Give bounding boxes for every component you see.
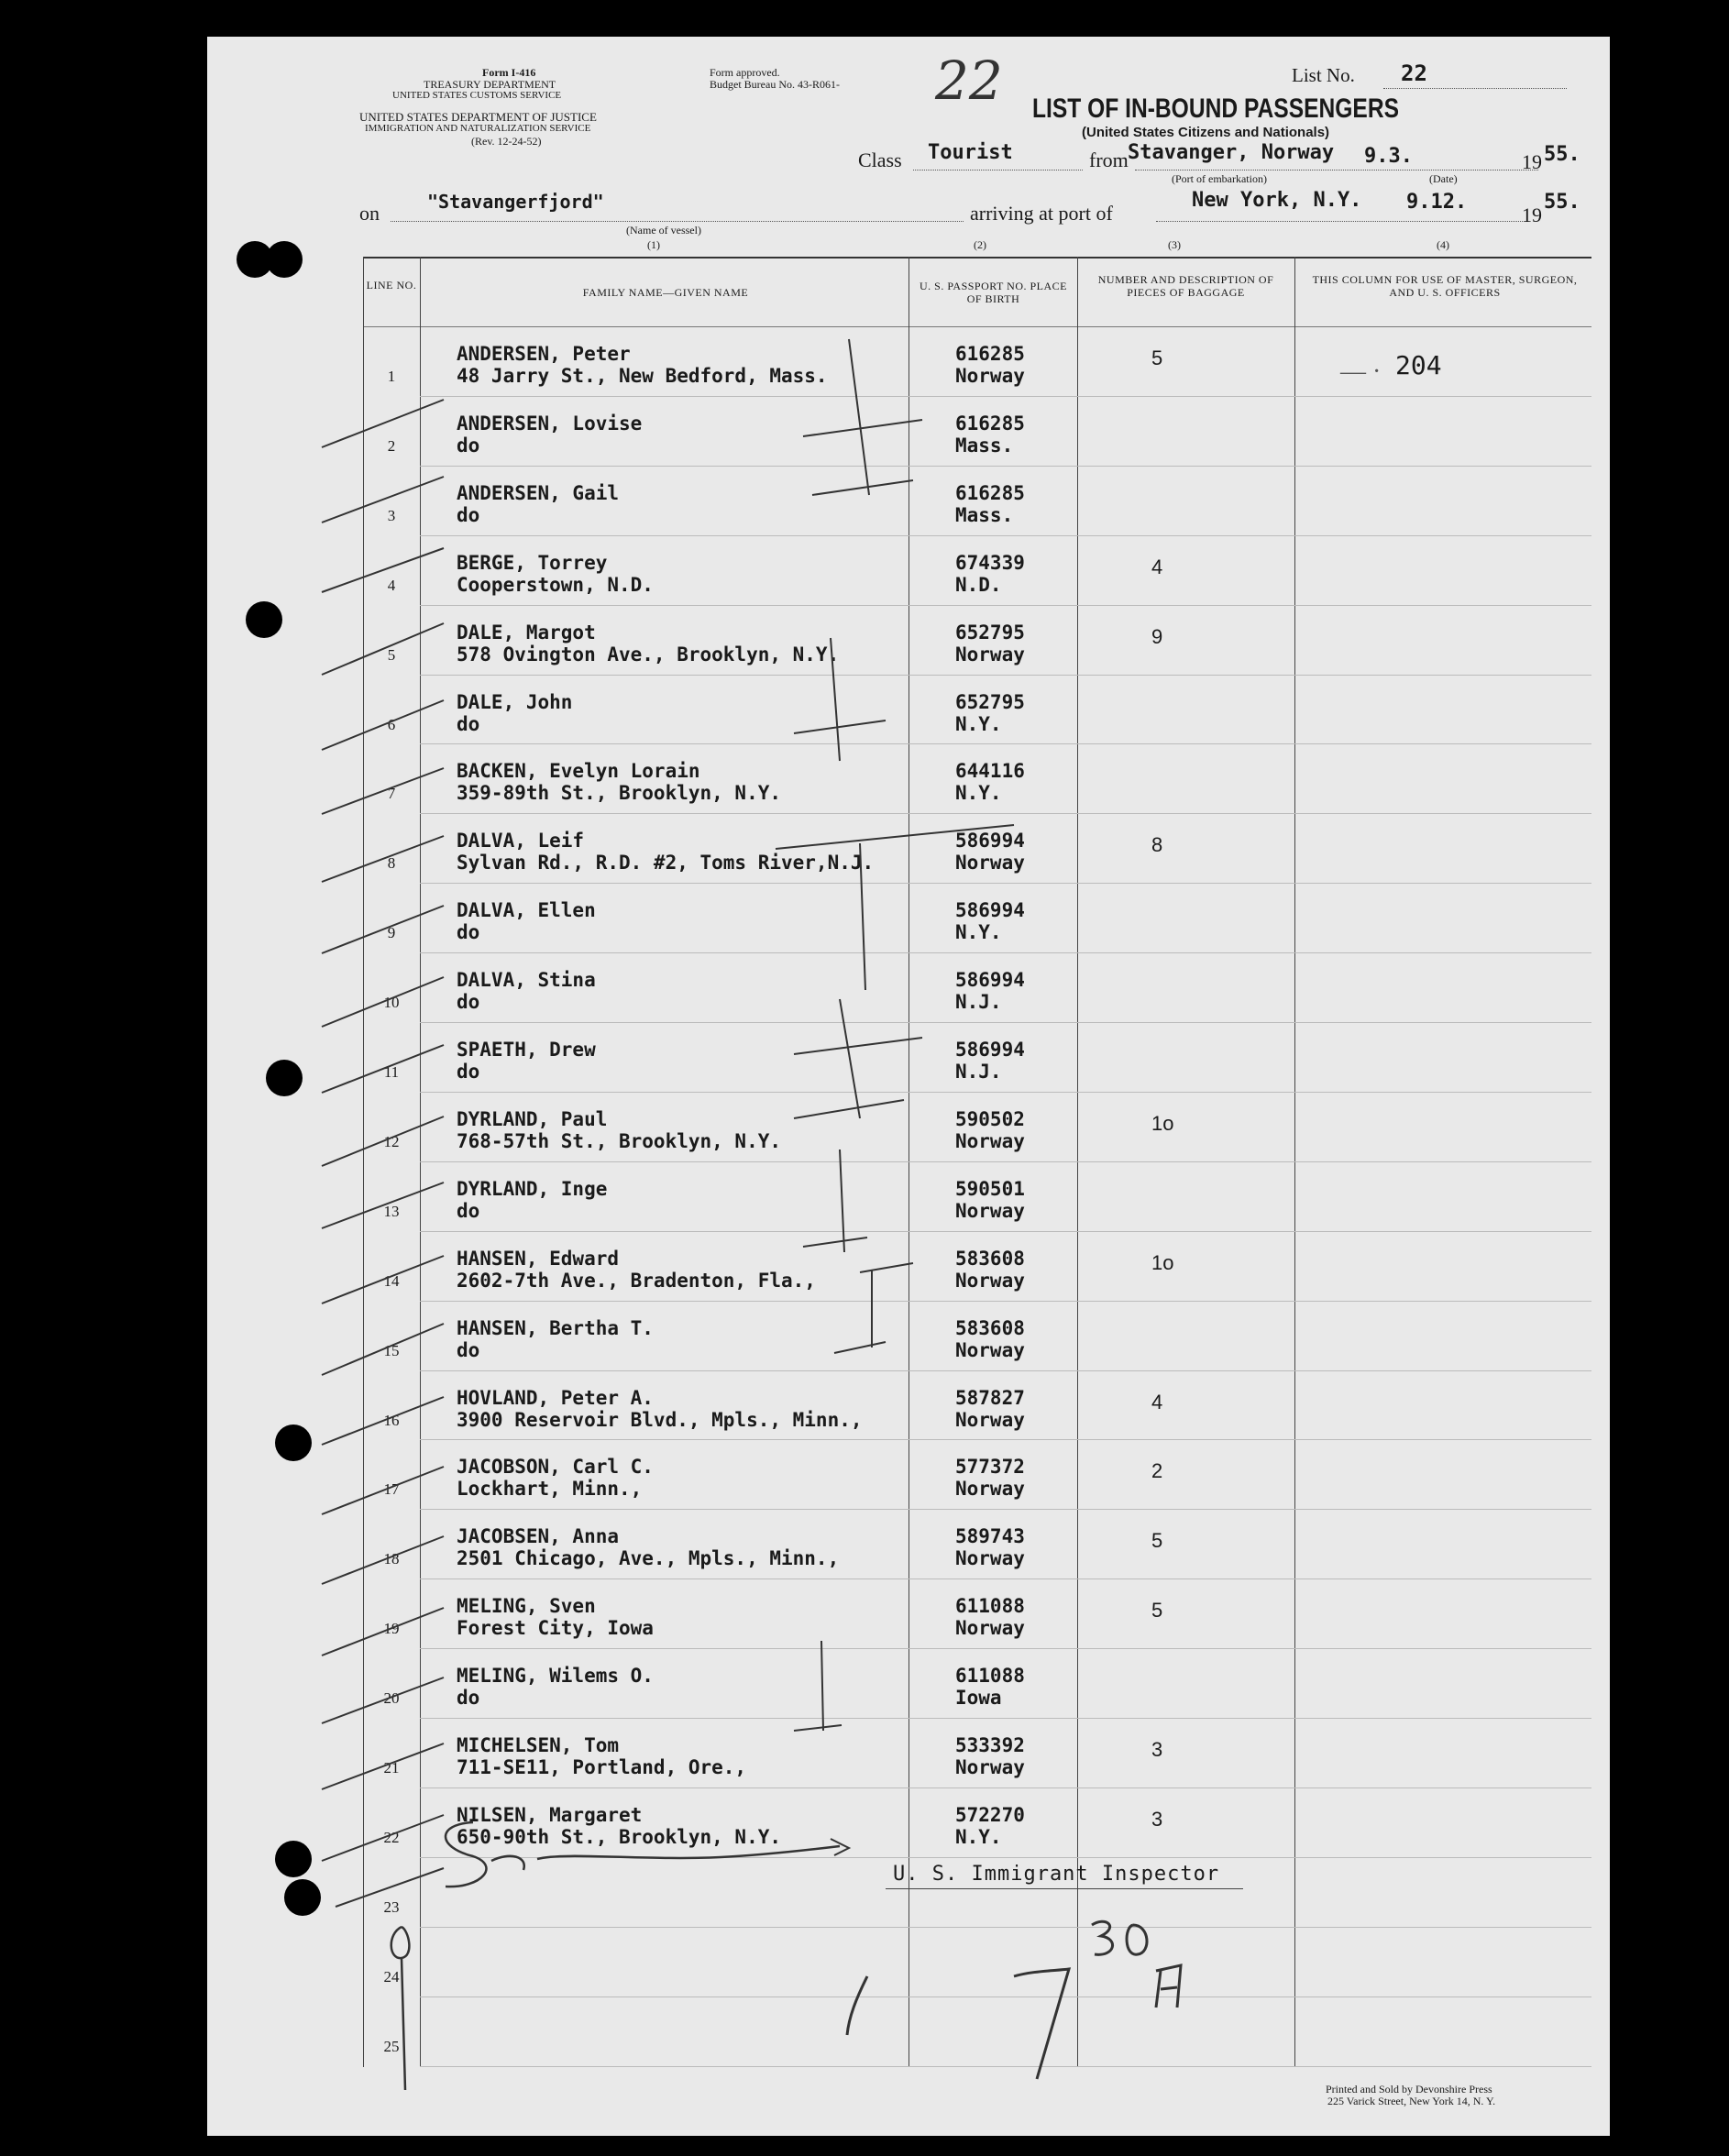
passenger-name: DALE, John	[457, 690, 573, 713]
passport-number: 583608	[955, 1247, 1025, 1270]
place-of-birth: Mass.	[955, 503, 1014, 526]
passenger-address: Sylvan Rd., R.D. #2, Toms River,N.J.	[457, 852, 875, 874]
passenger-address: Forest City, Iowa	[457, 1617, 654, 1640]
line-number: 21	[383, 1759, 400, 1776]
place-of-birth: N.J.	[955, 1061, 1002, 1083]
line-number: 23	[383, 1898, 400, 1916]
inspector-title: U. S. Immigrant Inspector	[893, 1863, 1220, 1886]
place-of-birth: Norway	[955, 1617, 1025, 1640]
passport-number: 586994	[955, 899, 1025, 922]
passport-number: 644116	[955, 760, 1025, 783]
arrival-date: 9.12.	[1406, 191, 1468, 214]
passport-number: 590501	[955, 1177, 1025, 1200]
place-of-birth: Norway	[955, 1199, 1025, 1222]
form-approved: Form approved.	[710, 66, 780, 79]
check-mark-20	[322, 1744, 444, 1789]
baggage-count: 4	[1151, 1390, 1163, 1414]
line-number: 15	[383, 1341, 400, 1359]
baggage-count: 1o	[1151, 1111, 1174, 1135]
header-name: FAMILY NAME—GIVEN NAME	[582, 286, 749, 299]
passport-number: 616285	[955, 412, 1025, 434]
place-of-birth: N.Y.	[955, 1825, 1002, 1848]
passport-number: 586994	[955, 969, 1025, 992]
form-number: Form I-416	[482, 66, 536, 79]
dept-customs: UNITED STATES CUSTOMS SERVICE	[392, 90, 562, 101]
passenger-address: do	[457, 503, 480, 526]
line-number: 12	[383, 1132, 400, 1150]
document-page	[207, 37, 1610, 2136]
punch-hole	[246, 601, 282, 638]
passenger-address: Lockhart, Minn.,	[457, 1478, 643, 1501]
header-baggage: NUMBER AND DESCRIPTION OF PIECES OF BAGGAGE	[1097, 273, 1274, 299]
punch-hole	[266, 241, 303, 278]
embarkation-year-prefix: 19	[1522, 150, 1542, 173]
line-number: 11	[383, 1063, 400, 1081]
embarkation-port: Stavanger, Norway	[1128, 141, 1335, 164]
dept-treasury: TREASURY DEPARTMENT	[424, 78, 556, 91]
line-number: 10	[383, 994, 400, 1012]
baggage-count: 5	[1151, 346, 1163, 369]
line-number: 17	[383, 1480, 400, 1499]
on-label: on	[359, 202, 380, 225]
passenger-name: DALVA, Stina	[457, 969, 596, 992]
printer-line-1: Printed and Sold by Devonshire Press	[1326, 2083, 1492, 2096]
col2-number: (2)	[974, 238, 986, 251]
passenger-address: do	[457, 1338, 480, 1361]
line-number: 8	[387, 854, 396, 873]
passport-number: 533392	[955, 1734, 1025, 1756]
passenger-address: do	[457, 921, 480, 944]
passenger-address: 3900 Reservoir Blvd., Mpls., Minn.,	[457, 1408, 863, 1431]
passenger-name: BERGE, Torrey	[457, 551, 608, 574]
passport-number: 611088	[955, 1595, 1025, 1618]
line-number: 13	[383, 1202, 400, 1220]
printer-line-2: 225 Varick Street, New York 14, N. Y.	[1327, 2095, 1496, 2107]
line-number: 24	[383, 1967, 400, 1986]
place-of-birth: Norway	[955, 852, 1025, 874]
handwritten-marks	[207, 37, 1610, 2136]
passport-number: 586994	[955, 830, 1025, 852]
passenger-name: HANSEN, Edward	[457, 1247, 620, 1270]
line-number: 19	[383, 1620, 400, 1638]
place-of-birth: Norway	[955, 643, 1025, 666]
list-no-label: List No.	[1292, 64, 1355, 86]
document-title: LIST OF IN-BOUND PASSENGERS	[1032, 94, 1400, 124]
port-embarkation-caption: (Port of embarkation)	[1172, 172, 1267, 185]
passport-number: 577372	[955, 1456, 1025, 1479]
arrival-year: 55.	[1544, 191, 1580, 214]
arrival-port: New York, N.Y.	[1192, 189, 1362, 212]
list-no-value: 22	[1401, 60, 1427, 86]
passenger-address: 768-57th St., Brooklyn, N.Y.	[457, 1129, 782, 1152]
passenger-name: JACOBSEN, Anna	[457, 1525, 620, 1548]
place-of-birth: Norway	[955, 1338, 1025, 1361]
header-passport: U. S. PASSPORT NO. PLACE OF BIRTH	[920, 280, 1067, 305]
check-mark-16	[322, 1467, 444, 1514]
passport-number: 583608	[955, 1316, 1025, 1339]
check-mark-22	[336, 1868, 444, 1907]
vessel-caption: (Name of vessel)	[626, 224, 701, 236]
place-of-birth: N.Y.	[955, 921, 1002, 944]
passenger-name: NILSEN, Margaret	[457, 1803, 643, 1826]
baggage-count: 3	[1151, 1738, 1163, 1761]
col1-number: (1)	[647, 238, 660, 251]
check-mark-18	[322, 1608, 444, 1656]
line-number: 3	[387, 506, 396, 524]
baggage-count: 9	[1151, 624, 1163, 648]
passenger-name: HANSEN, Bertha T.	[457, 1316, 654, 1339]
line-number: 5	[387, 645, 396, 664]
passenger-address: do	[457, 712, 480, 735]
passenger-address: 2602-7th Ave., Bradenton, Fla.,	[457, 1269, 816, 1292]
col4-number: (4)	[1437, 238, 1449, 251]
check-mark-2	[322, 477, 444, 522]
vessel-name: "Stavangerfjord"	[427, 191, 604, 213]
passenger-address: 578 Ovington Ave., Brooklyn, N.Y.	[457, 643, 840, 666]
passenger-address: do	[457, 434, 480, 456]
passenger-name: DALVA, Ellen	[457, 899, 596, 922]
check-mark-5	[322, 700, 444, 750]
passenger-name: DYRLAND, Paul	[457, 1107, 608, 1130]
budget-bureau: Budget Bureau No. 43-R061-	[710, 78, 840, 91]
baggage-count: 5	[1151, 1529, 1163, 1553]
passenger-address: Cooperstown, N.D.	[457, 573, 654, 596]
header-line-no: LINE NO.	[366, 279, 417, 292]
check-mark-10	[322, 1045, 444, 1093]
passenger-name: MELING, Wilems O.	[457, 1665, 654, 1688]
line-number: 22	[383, 1828, 400, 1846]
officer-remark-204: 204	[1395, 350, 1442, 380]
passenger-address: do	[457, 991, 480, 1014]
passport-number: 589743	[955, 1525, 1025, 1548]
handwritten-list-number: 22	[935, 50, 1003, 112]
place-of-birth: Iowa	[955, 1687, 1002, 1710]
line-number: 20	[383, 1689, 400, 1708]
baggage-count: 1o	[1151, 1250, 1174, 1274]
place-of-birth: Norway	[955, 365, 1025, 387]
check-mark-8	[322, 906, 444, 953]
punch-hole	[266, 1060, 303, 1096]
passport-number: 616285	[955, 343, 1025, 365]
passenger-address: do	[457, 1061, 480, 1083]
check-mark-9	[322, 977, 444, 1027]
place-of-birth: N.Y.	[955, 712, 1002, 735]
passenger-name: ANDERSEN, Lovise	[457, 412, 643, 434]
passenger-name: BACKEN, Evelyn Lorain	[457, 760, 700, 783]
check-mark-21	[322, 1815, 444, 1861]
date-caption: (Date)	[1429, 172, 1458, 185]
check-mark-7	[322, 836, 444, 882]
place-of-birth: Norway	[955, 1756, 1025, 1778]
dept-ins: IMMIGRATION AND NATURALIZATION SERVICE	[365, 123, 591, 134]
form-revision: (Rev. 12-24-52)	[471, 135, 542, 148]
passenger-address: do	[457, 1687, 480, 1710]
passenger-address: 650-90th St., Brooklyn, N.Y.	[457, 1825, 782, 1848]
arrival-year-prefix: 19	[1522, 204, 1542, 226]
line-number: 16	[383, 1411, 400, 1429]
line-number: 18	[383, 1550, 400, 1568]
baggage-count: 5	[1151, 1599, 1163, 1622]
from-label: from	[1089, 148, 1129, 171]
document-subtitle: (United States Citizens and Nationals)	[1082, 125, 1330, 140]
baggage-count: 8	[1151, 833, 1163, 857]
passport-number: 652795	[955, 621, 1025, 644]
place-of-birth: Norway	[955, 1478, 1025, 1501]
check-mark-3	[322, 548, 444, 592]
passenger-address: 48 Jarry St., New Bedford, Mass.	[457, 365, 828, 387]
passenger-name: MICHELSEN, Tom	[457, 1734, 620, 1756]
passenger-name: HOVLAND, Peter A.	[457, 1386, 654, 1409]
officer-remark-smudge: — ·	[1340, 358, 1382, 386]
passport-number: 616285	[955, 481, 1025, 504]
check-mark-17	[322, 1536, 444, 1584]
col3-number: (3)	[1168, 238, 1181, 251]
header-officers: THIS COLUMN FOR USE OF MASTER, SURGEON, AND U. S. OFFICERS	[1312, 273, 1578, 299]
passport-number: 587827	[955, 1386, 1025, 1409]
check-mark-12	[322, 1182, 444, 1228]
passport-number: 652795	[955, 690, 1025, 713]
line-number: 1	[387, 368, 396, 385]
place-of-birth: Norway	[955, 1269, 1025, 1292]
line-number: 2	[387, 436, 396, 455]
passport-number: 611088	[955, 1665, 1025, 1688]
place-of-birth: Norway	[955, 1408, 1025, 1431]
check-mark-4	[322, 623, 444, 675]
embarkation-year: 55.	[1544, 143, 1580, 166]
baggage-count: 2	[1151, 1459, 1163, 1483]
place-of-birth: N.D.	[955, 573, 1002, 596]
passenger-name: ANDERSEN, Peter	[457, 343, 631, 365]
punch-hole	[275, 1424, 312, 1461]
check-mark-14	[322, 1324, 444, 1375]
passport-number: 590502	[955, 1107, 1025, 1130]
passenger-address: 711-SE11, Portland, Ore.,	[457, 1756, 747, 1778]
arriving-label: arriving at port of	[970, 202, 1113, 225]
check-mark-19	[322, 1678, 444, 1723]
place-of-birth: Norway	[955, 1129, 1025, 1152]
passenger-address: 2501 Chicago, Ave., Mpls., Minn.,	[457, 1547, 840, 1570]
passenger-name: MELING, Sven	[457, 1595, 596, 1618]
check-mark-11	[322, 1116, 444, 1166]
passenger-name: JACOBSON, Carl C.	[457, 1456, 654, 1479]
check-mark-13	[322, 1256, 444, 1304]
line-number: 9	[387, 924, 396, 942]
punch-hole	[275, 1841, 312, 1877]
passenger-name: ANDERSEN, Gail	[457, 481, 620, 504]
passenger-name: DYRLAND, Inge	[457, 1177, 608, 1200]
passenger-name: SPAETH, Drew	[457, 1039, 596, 1061]
place-of-birth: N.Y.	[955, 782, 1002, 805]
class-value: Tourist	[928, 141, 1013, 164]
place-of-birth: Mass.	[955, 434, 1014, 456]
baggage-count: 4	[1151, 555, 1163, 578]
place-of-birth: N.J.	[955, 991, 1002, 1014]
line-number: 6	[387, 715, 396, 733]
passport-number: 572270	[955, 1803, 1025, 1826]
check-mark-1	[322, 400, 444, 447]
passenger-name: DALE, Margot	[457, 621, 596, 644]
line-number: 7	[387, 785, 396, 803]
dept-justice: UNITED STATES DEPARTMENT OF JUSTICE	[359, 110, 597, 124]
passport-number: 674339	[955, 551, 1025, 574]
check-mark-15	[322, 1397, 444, 1445]
passport-number: 586994	[955, 1039, 1025, 1061]
line-number: 14	[383, 1271, 400, 1290]
punch-hole	[284, 1879, 321, 1916]
embarkation-date: 9.3.	[1364, 145, 1413, 168]
line-number: 25	[383, 2037, 400, 2055]
class-label: Class	[858, 148, 902, 171]
line-number: 4	[387, 576, 396, 594]
check-mark-6	[322, 768, 444, 814]
passenger-name: DALVA, Leif	[457, 830, 585, 852]
place-of-birth: Norway	[955, 1547, 1025, 1570]
passenger-address: 359-89th St., Brooklyn, N.Y.	[457, 782, 782, 805]
passenger-address: do	[457, 1199, 480, 1222]
baggage-count: 3	[1151, 1807, 1163, 1831]
